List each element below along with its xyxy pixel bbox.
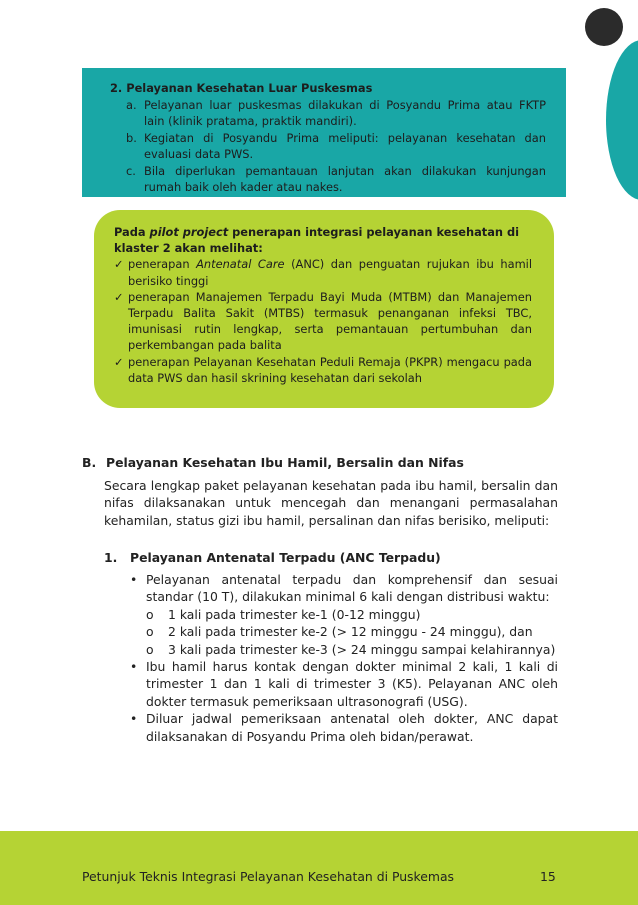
sub-list-text: 2 kali pada trimester ke-2 (> 12 minggu - 24 minggu), dan	[168, 624, 533, 640]
subsection-heading	[104, 550, 558, 565]
section-label: B.	[82, 455, 97, 470]
item-label: c.	[126, 163, 136, 178]
checklist-item	[114, 289, 532, 354]
bullet-item	[130, 571, 558, 606]
item-label: a.	[126, 97, 137, 112]
text-part: (ANC) dan penguatan rujukan ibu hamil berisiko tinggi	[128, 257, 532, 288]
checkmark-icon: ✓	[114, 257, 124, 272]
intro-suffix: penerapan integrasi pelayanan kesehatan di klaster 2 akan melihat:	[114, 225, 520, 256]
bullet-text: Pelayanan antenatal terpadu dan komprehensif dan sesuai standar (10 T), dilakukan minimal 6 kali dengan distribusi waktu:	[146, 572, 558, 605]
page-number: 15	[540, 869, 556, 884]
checkmark-icon: ✓	[114, 289, 124, 304]
item-text: Bila diperlukan pemantauan lanjutan akan dilakukan kunjungan rumah baik oleh kader atau nakes.	[144, 163, 546, 194]
teal-side-decoration	[606, 40, 638, 200]
section-title: Pelayanan Kesehatan Ibu Hamil, Bersalin dan Nifas	[106, 455, 464, 470]
subsection-number: 1.	[104, 550, 118, 565]
checklist-text: penerapan Manajemen Terpadu Bayi Muda (MTBM) dan Manajemen Terpadu Balita Sakit (MTBS) termasuk penanganan infeksi TBC, imunisasi rutin lengkap, serta pemantauan pertumbuhan dan perkembangan pada balita	[128, 289, 532, 353]
item-label: b.	[126, 130, 137, 145]
circle-bullet-icon: o	[146, 624, 154, 640]
text-italic: Antenatal Care	[196, 257, 285, 272]
circle-bullet-icon: o	[146, 641, 154, 657]
checklist-item	[114, 256, 532, 288]
teal-info-box	[82, 68, 566, 197]
circle-bullet-icon: o	[146, 606, 154, 622]
bullet-text: Ibu hamil harus kontak dengan dokter minimal 2 kali, 1 kali di trimester 1 dan 1 kali di trimester 3 (K5). Pelayanan ANC oleh dokter termasuk pemeriksaan ultrasonografi (USG).	[146, 659, 558, 709]
section-b-paragraph: Secara lengkap paket pelayanan kesehatan pada ibu hamil, bersalin dan nifas dilaksanakan untuk mencegah dan menangani permasalahan kehamilan, status gizi ibu hamil, persalinan dan nifas berisiko, meliputi:	[104, 478, 558, 528]
intro-italic: pilot project	[149, 225, 229, 239]
sub-list-text: 3 kali pada trimester ke-3 (> 24 minggu sampai kelahirannya)	[168, 641, 556, 657]
anc-bullet-list	[130, 571, 558, 745]
section-b-heading	[82, 455, 562, 470]
subsection-title: Pelayanan Antenatal Terpadu (ANC Terpadu)	[130, 550, 441, 565]
sub-list-text: 1 kali pada trimester ke-1 (0-12 minggu)	[168, 606, 421, 622]
checklist-text: penerapan Pelayanan Kesehatan Peduli Remaja (PKPR) mengacu pada data PWS dan hasil skrining kesehatan dari sekolah	[128, 354, 532, 385]
bullet-item	[130, 658, 558, 710]
item-text: Kegiatan di Posyandu Prima meliputi: pelayanan kesehatan dan evaluasi data PWS.	[144, 130, 546, 161]
green-pilot-box	[94, 210, 554, 408]
teal-box-item	[126, 163, 546, 196]
bullet-icon: •	[130, 711, 138, 727]
bullet-item	[130, 710, 558, 745]
pilot-intro	[114, 224, 532, 256]
checklist-text	[128, 256, 532, 288]
sub-list-item	[146, 606, 558, 623]
text-part: penerapan	[128, 257, 197, 272]
bullet-icon: •	[130, 572, 138, 587]
checkmark-icon: ✓	[114, 354, 124, 369]
footer-title: Petunjuk Teknis Integrasi Pelayanan Kesehatan di Puskemas	[82, 869, 454, 884]
page-corner-dot	[585, 8, 623, 46]
sub-list-item	[146, 641, 558, 658]
sub-list-item	[146, 623, 558, 640]
intro-prefix: Pada	[114, 225, 150, 239]
bullet-icon: •	[130, 659, 138, 675]
item-text: Pelayanan luar puskesmas dilakukan di Posyandu Prima atau FKTP lain (klinik pratama, praktik mandiri).	[144, 97, 546, 128]
teal-box-item	[126, 130, 546, 163]
teal-box-heading: 2. Pelayanan Kesehatan Luar Puskesmas	[110, 81, 373, 95]
teal-box-item	[126, 97, 546, 130]
checklist-item	[114, 354, 532, 386]
page-footer	[0, 831, 638, 905]
bullet-text: Diluar jadwal pemeriksaan antenatal oleh dokter, ANC dapat dilaksanakan di Posyandu Prima oleh bidan/perawat.	[146, 711, 558, 744]
